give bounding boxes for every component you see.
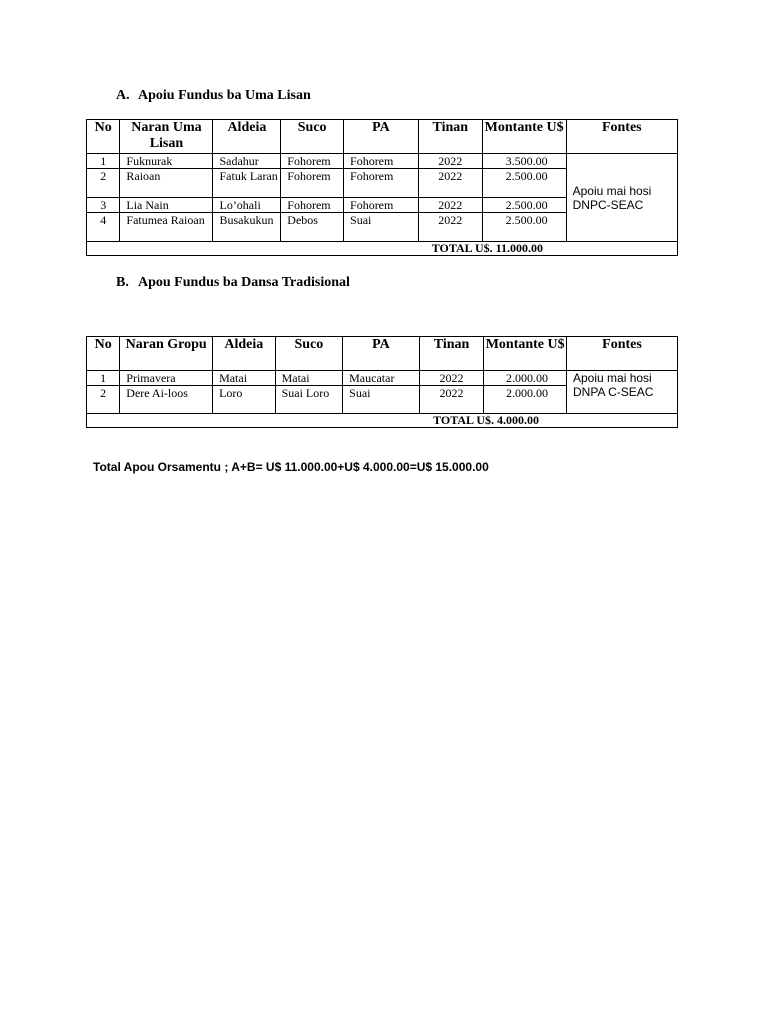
cell-naran: Lia Nain — [120, 198, 213, 213]
table-header-row — [87, 337, 678, 371]
cell-tinan: 2022 — [418, 154, 482, 169]
col-header-montante: Montante U$ — [484, 337, 567, 371]
cell-suco: Fohorem — [281, 198, 344, 213]
col-header-no: No — [87, 120, 120, 154]
section-a-letter: A. — [116, 88, 130, 103]
total-row — [87, 242, 678, 256]
section-b-title: Apou Fundus ba Dansa Tradisional — [138, 275, 350, 290]
total-row — [87, 414, 678, 428]
col-header-tinan: Tinan — [418, 120, 482, 154]
cell-suco: Fohorem — [281, 169, 344, 198]
total-value: TOTAL U$. 11.000.00 — [87, 242, 678, 256]
cell-aldeia: Busakukun — [213, 213, 281, 242]
col-header-aldeia: Aldeia — [213, 337, 276, 371]
table-row — [87, 371, 678, 386]
cell-pa: Suai — [344, 213, 419, 242]
cell-suco: Matai — [275, 371, 343, 386]
cell-naran: Primavera — [120, 371, 213, 386]
dansa-table — [86, 336, 678, 428]
col-header-aldeia: Aldeia — [213, 120, 281, 154]
cell-montante: 2.000.00 — [484, 386, 567, 414]
col-header-tinan: Tinan — [419, 337, 484, 371]
cell-naran: Fuknurak — [120, 154, 213, 169]
cell-montante: 3.500.00 — [482, 154, 566, 169]
cell-montante: 2.500.00 — [482, 198, 566, 213]
section-b-letter: B. — [116, 275, 129, 290]
cell-naran: Fatumea Raioan — [120, 213, 213, 242]
col-header-no: No — [87, 337, 120, 371]
cell-no: 3 — [87, 198, 120, 213]
total-value: TOTAL U$. 4.000.00 — [87, 414, 678, 428]
cell-aldeia: Sadahur — [213, 154, 281, 169]
cell-pa: Suai — [343, 386, 420, 414]
cell-suco: Suai Loro — [275, 386, 343, 414]
table-header-row — [87, 120, 678, 154]
col-header-pa: PA — [343, 337, 420, 371]
cell-tinan: 2022 — [419, 371, 484, 386]
cell-pa: Fohorem — [344, 154, 419, 169]
uma-lisan-table — [86, 119, 678, 256]
cell-pa: Fohorem — [344, 198, 419, 213]
cell-tinan: 2022 — [418, 169, 482, 198]
col-header-naran: Naran Uma Lisan — [120, 120, 213, 154]
cell-aldeia: Fatuk Laran — [213, 169, 281, 198]
cell-no: 2 — [87, 386, 120, 414]
section-a-heading — [116, 88, 311, 104]
cell-montante: 2.500.00 — [482, 213, 566, 242]
cell-suco: Debos — [281, 213, 344, 242]
cell-fontes: Apoiu mai hosi DNPC-SEAC — [566, 154, 677, 242]
cell-tinan: 2022 — [419, 386, 484, 414]
col-header-pa: PA — [344, 120, 419, 154]
col-header-fontes: Fontes — [567, 337, 678, 371]
col-header-fontes: Fontes — [566, 120, 677, 154]
section-a-title: Apoiu Fundus ba Uma Lisan — [138, 88, 311, 103]
cell-naran: Raioan — [120, 169, 213, 198]
cell-no: 1 — [87, 371, 120, 386]
cell-tinan: 2022 — [418, 213, 482, 242]
cell-no: 1 — [87, 154, 120, 169]
col-header-suco: Suco — [281, 120, 344, 154]
col-header-naran: Naran Gropu — [120, 337, 213, 371]
col-header-suco: Suco — [275, 337, 343, 371]
cell-naran: Dere Ai-loos — [120, 386, 213, 414]
table-row — [87, 154, 678, 169]
grand-total: Total Apou Orsamentu ; A+B= U$ 11.000.00+U$ 4.000.00=U$ 15.000.00 — [93, 460, 489, 474]
cell-suco: Fohorem — [281, 154, 344, 169]
cell-no: 2 — [87, 169, 120, 198]
cell-tinan: 2022 — [418, 198, 482, 213]
cell-aldeia: Loro — [213, 386, 276, 414]
col-header-montante: Montante U$ — [482, 120, 566, 154]
cell-montante: 2.500.00 — [482, 169, 566, 198]
cell-pa: Maucatar — [343, 371, 420, 386]
cell-aldeia: Matai — [213, 371, 276, 386]
cell-pa: Fohorem — [344, 169, 419, 198]
cell-no: 4 — [87, 213, 120, 242]
section-b-heading — [116, 275, 350, 291]
cell-montante: 2.000.00 — [484, 371, 567, 386]
cell-aldeia: Lo’ohali — [213, 198, 281, 213]
cell-fontes: Apoiu mai hosi DNPA C-SEAC — [567, 371, 678, 414]
